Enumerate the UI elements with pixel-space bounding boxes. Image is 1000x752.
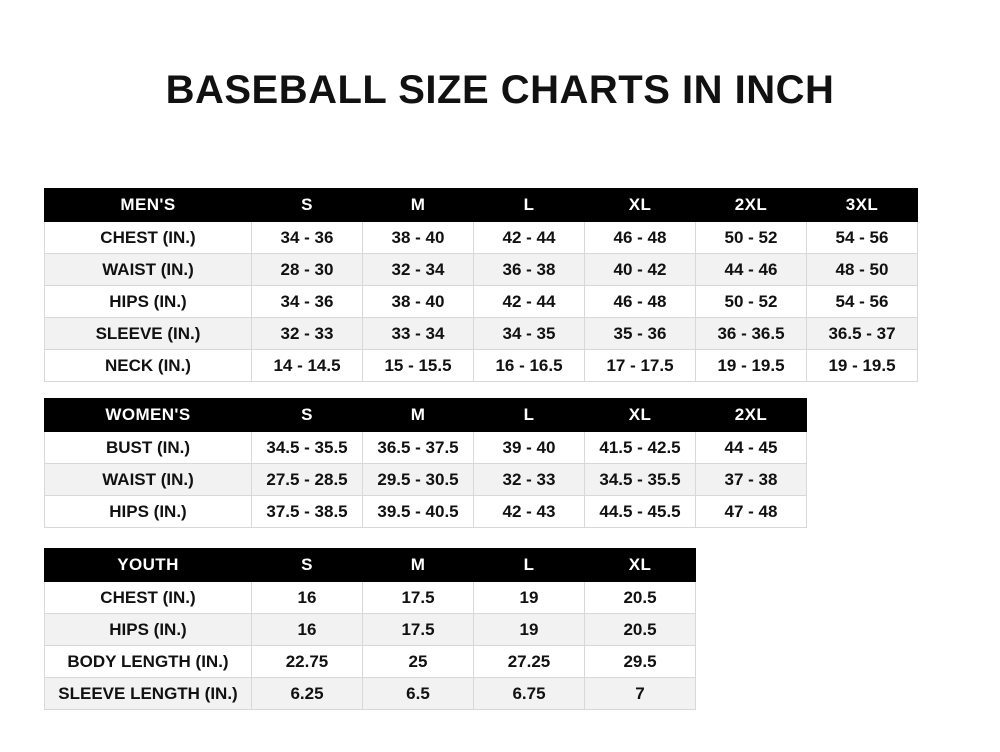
cell: 17.5: [363, 582, 474, 614]
cell: 48 - 50: [807, 254, 918, 286]
cell: 34 - 36: [252, 286, 363, 318]
youth-size-table: [44, 548, 696, 710]
womens-header-l: L: [474, 399, 585, 432]
table-row: [45, 350, 918, 382]
mens-size-table-block: [44, 188, 918, 382]
cell: 19 - 19.5: [696, 350, 807, 382]
mens-table-header: [45, 189, 918, 222]
cell: 42 - 44: [474, 222, 585, 254]
cell: 32 - 34: [363, 254, 474, 286]
table-row: [45, 222, 918, 254]
mens-header-l: L: [474, 189, 585, 222]
cell: 36 - 38: [474, 254, 585, 286]
mens-header-2xl: 2XL: [696, 189, 807, 222]
womens-header-xl: XL: [585, 399, 696, 432]
page-title: BASEBALL SIZE CHARTS IN INCH: [165, 68, 835, 112]
table-header-row: [45, 549, 696, 582]
mens-header-xl: XL: [585, 189, 696, 222]
cell: 19 - 19.5: [807, 350, 918, 382]
cell: 17.5: [363, 614, 474, 646]
youth-header-m: M: [363, 549, 474, 582]
cell: 20.5: [585, 614, 696, 646]
table-row: [45, 318, 918, 350]
cell: 16: [252, 614, 363, 646]
cell: 50 - 52: [696, 286, 807, 318]
cell: 44.5 - 45.5: [585, 496, 696, 528]
cell: 34 - 35: [474, 318, 585, 350]
cell: 7: [585, 678, 696, 710]
cell: 36.5 - 37.5: [363, 432, 474, 464]
mens-header-s: S: [252, 189, 363, 222]
row-label: WAIST (IN.): [45, 464, 252, 496]
youth-size-table-block: [44, 548, 696, 710]
table-row: [45, 614, 696, 646]
row-label: NECK (IN.): [45, 350, 252, 382]
cell: 19: [474, 582, 585, 614]
mens-header-category: MEN'S: [45, 189, 252, 222]
cell: 27.25: [474, 646, 585, 678]
row-label: HIPS (IN.): [45, 496, 252, 528]
cell: 54 - 56: [807, 286, 918, 318]
cell: 35 - 36: [585, 318, 696, 350]
cell: 46 - 48: [585, 222, 696, 254]
row-label: CHEST (IN.): [45, 582, 252, 614]
table-header-row: [45, 399, 807, 432]
womens-size-table-block: [44, 398, 807, 528]
row-label: BODY LENGTH (IN.): [45, 646, 252, 678]
cell: 41.5 - 42.5: [585, 432, 696, 464]
cell: 40 - 42: [585, 254, 696, 286]
cell: 19: [474, 614, 585, 646]
row-label: SLEEVE (IN.): [45, 318, 252, 350]
table-row: [45, 496, 807, 528]
cell: 32 - 33: [474, 464, 585, 496]
cell: 37.5 - 38.5: [252, 496, 363, 528]
youth-header-l: L: [474, 549, 585, 582]
row-label: CHEST (IN.): [45, 222, 252, 254]
row-label: HIPS (IN.): [45, 614, 252, 646]
womens-size-table: [44, 398, 807, 528]
mens-header-m: M: [363, 189, 474, 222]
table-header-row: [45, 189, 918, 222]
cell: 34 - 36: [252, 222, 363, 254]
cell: 16: [252, 582, 363, 614]
cell: 42 - 44: [474, 286, 585, 318]
womens-header-s: S: [252, 399, 363, 432]
mens-header-3xl: 3XL: [807, 189, 918, 222]
cell: 28 - 30: [252, 254, 363, 286]
cell: 22.75: [252, 646, 363, 678]
cell: 34.5 - 35.5: [252, 432, 363, 464]
cell: 17 - 17.5: [585, 350, 696, 382]
cell: 42 - 43: [474, 496, 585, 528]
table-row: [45, 254, 918, 286]
youth-header-s: S: [252, 549, 363, 582]
table-row: [45, 286, 918, 318]
cell: 37 - 38: [696, 464, 807, 496]
cell: 36 - 36.5: [696, 318, 807, 350]
youth-header-xl: XL: [585, 549, 696, 582]
cell: 27.5 - 28.5: [252, 464, 363, 496]
womens-header-m: M: [363, 399, 474, 432]
cell: 44 - 46: [696, 254, 807, 286]
table-row: [45, 582, 696, 614]
youth-table-header: [45, 549, 696, 582]
cell: 38 - 40: [363, 286, 474, 318]
row-label: SLEEVE LENGTH (IN.): [45, 678, 252, 710]
cell: 29.5: [585, 646, 696, 678]
youth-table-body: [45, 582, 696, 710]
cell: 20.5: [585, 582, 696, 614]
cell: 6.75: [474, 678, 585, 710]
womens-table-body: [45, 432, 807, 528]
cell: 29.5 - 30.5: [363, 464, 474, 496]
cell: 16 - 16.5: [474, 350, 585, 382]
cell: 14 - 14.5: [252, 350, 363, 382]
youth-header-category: YOUTH: [45, 549, 252, 582]
row-label: HIPS (IN.): [45, 286, 252, 318]
table-row: [45, 678, 696, 710]
table-row: [45, 432, 807, 464]
cell: 6.5: [363, 678, 474, 710]
cell: 46 - 48: [585, 286, 696, 318]
womens-table-header: [45, 399, 807, 432]
cell: 39.5 - 40.5: [363, 496, 474, 528]
table-row: [45, 646, 696, 678]
mens-table-body: [45, 222, 918, 382]
cell: 15 - 15.5: [363, 350, 474, 382]
cell: 36.5 - 37: [807, 318, 918, 350]
cell: 54 - 56: [807, 222, 918, 254]
womens-header-2xl: 2XL: [696, 399, 807, 432]
row-label: WAIST (IN.): [45, 254, 252, 286]
mens-size-table: [44, 188, 918, 382]
row-label: BUST (IN.): [45, 432, 252, 464]
cell: 6.25: [252, 678, 363, 710]
cell: 25: [363, 646, 474, 678]
cell: 44 - 45: [696, 432, 807, 464]
cell: 50 - 52: [696, 222, 807, 254]
cell: 33 - 34: [363, 318, 474, 350]
cell: 47 - 48: [696, 496, 807, 528]
womens-header-category: WOMEN'S: [45, 399, 252, 432]
table-row: [45, 464, 807, 496]
cell: 34.5 - 35.5: [585, 464, 696, 496]
cell: 38 - 40: [363, 222, 474, 254]
cell: 32 - 33: [252, 318, 363, 350]
cell: 39 - 40: [474, 432, 585, 464]
